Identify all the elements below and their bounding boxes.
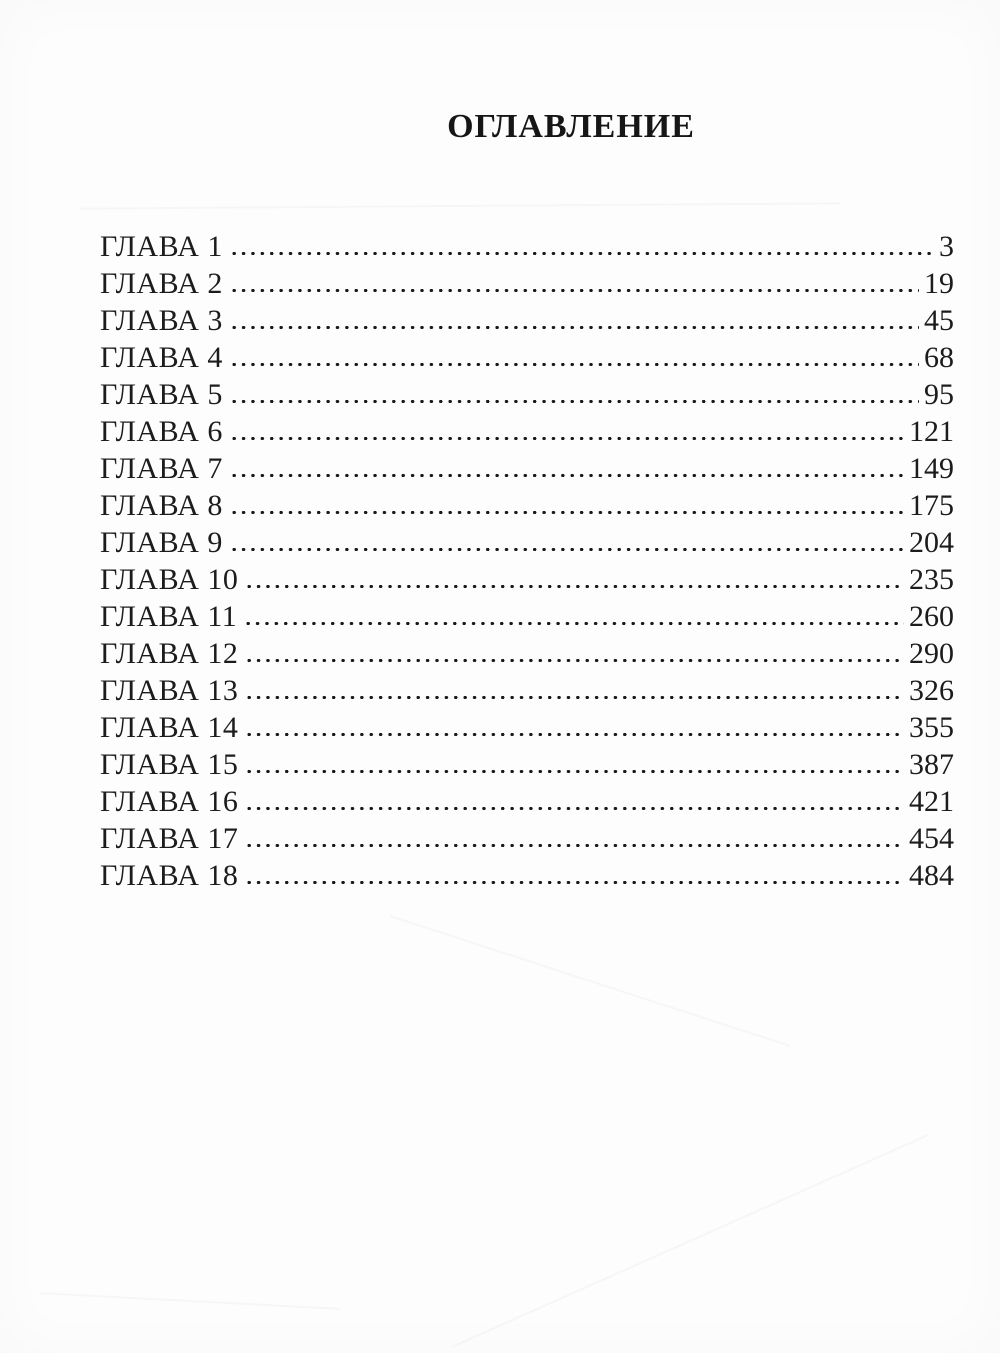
toc-entry-label: ГЛАВА 3 bbox=[100, 304, 223, 337]
toc-entry bbox=[100, 561, 954, 598]
scan-crease bbox=[40, 1292, 340, 1310]
toc-leader-dots bbox=[247, 769, 904, 774]
toc-entry-page: 387 bbox=[909, 748, 954, 781]
toc-entry-label: ГЛАВА 8 bbox=[100, 489, 223, 522]
toc-entry bbox=[100, 672, 954, 709]
toc-entry-label: ГЛАВА 12 bbox=[100, 637, 239, 670]
toc-entry bbox=[100, 820, 954, 857]
toc-entry-page: 326 bbox=[909, 674, 954, 707]
toc-entry-page: 484 bbox=[909, 859, 954, 892]
toc-entry-page: 235 bbox=[909, 563, 954, 596]
toc-entry-page: 290 bbox=[909, 637, 954, 670]
toc-leader-dots bbox=[232, 547, 904, 552]
toc-leader-dots bbox=[232, 325, 919, 330]
toc-leader-dots bbox=[247, 584, 904, 589]
toc-entry-label: ГЛАВА 9 bbox=[100, 526, 223, 559]
toc-entry bbox=[100, 709, 954, 746]
toc-entry-page: 68 bbox=[924, 341, 954, 374]
toc-entry bbox=[100, 339, 954, 376]
toc-entry-label: ГЛАВА 5 bbox=[100, 378, 223, 411]
toc-leader-dots bbox=[232, 473, 904, 478]
toc-entry-label: ГЛАВА 14 bbox=[100, 711, 239, 744]
toc-list bbox=[100, 228, 954, 894]
toc-entry-page: 121 bbox=[909, 415, 954, 448]
toc-entry bbox=[100, 524, 954, 561]
toc-entry-page: 149 bbox=[909, 452, 954, 485]
toc-entry-label: ГЛАВА 2 bbox=[100, 267, 223, 300]
scan-crease bbox=[390, 915, 790, 1047]
toc-entry-label: ГЛАВА 4 bbox=[100, 341, 223, 374]
toc-entry bbox=[100, 487, 954, 524]
toc-entry-page: 204 bbox=[909, 526, 954, 559]
toc-entry bbox=[100, 265, 954, 302]
toc-entry-label: ГЛАВА 10 bbox=[100, 563, 239, 596]
toc-entry-page: 19 bbox=[924, 267, 954, 300]
page-title: ОГЛАВЛЕНИЕ bbox=[447, 108, 695, 145]
toc-entry bbox=[100, 228, 954, 265]
toc-entry bbox=[100, 783, 954, 820]
toc-entry bbox=[100, 635, 954, 672]
toc-entry bbox=[100, 413, 954, 450]
toc-entry-page: 454 bbox=[909, 822, 954, 855]
toc-entry bbox=[100, 746, 954, 783]
toc-entry-label: ГЛАВА 7 bbox=[100, 452, 223, 485]
toc-entry bbox=[100, 598, 954, 635]
toc-entry-label: ГЛАВА 6 bbox=[100, 415, 223, 448]
toc-entry bbox=[100, 302, 954, 339]
toc-entry-page: 95 bbox=[924, 378, 954, 411]
toc-entry-page: 45 bbox=[924, 304, 954, 337]
toc-entry bbox=[100, 376, 954, 413]
toc-leader-dots bbox=[247, 843, 904, 848]
toc-leader-dots bbox=[232, 399, 919, 404]
toc-leader-dots bbox=[232, 510, 904, 515]
toc-leader-dots bbox=[232, 288, 919, 293]
toc-entry-label: ГЛАВА 16 bbox=[100, 785, 239, 818]
toc-entry bbox=[100, 857, 954, 894]
toc-leader-dots bbox=[232, 362, 919, 367]
toc-leader-dots bbox=[247, 695, 904, 700]
toc-entry-label: ГЛАВА 13 bbox=[100, 674, 239, 707]
toc-entry-label: ГЛАВА 17 bbox=[100, 822, 239, 855]
toc-entry-page: 355 bbox=[909, 711, 954, 744]
toc-entry-page: 421 bbox=[909, 785, 954, 818]
toc-leader-dots bbox=[246, 621, 904, 626]
toc-leader-dots bbox=[232, 436, 904, 441]
toc-leader-dots bbox=[247, 732, 904, 737]
toc-entry-page: 260 bbox=[909, 600, 954, 633]
toc-leader-dots bbox=[247, 880, 904, 885]
toc-leader-dots bbox=[247, 658, 904, 663]
toc-entry-label: ГЛАВА 1 bbox=[100, 230, 223, 263]
toc-entry-label: ГЛАВА 11 bbox=[100, 600, 238, 633]
toc-entry-page: 175 bbox=[909, 489, 954, 522]
toc-entry bbox=[100, 450, 954, 487]
toc-entry-label: ГЛАВА 18 bbox=[100, 859, 239, 892]
toc-leader-dots bbox=[247, 806, 904, 811]
toc-leader-dots bbox=[232, 251, 934, 256]
toc-entry-label: ГЛАВА 15 bbox=[100, 748, 239, 781]
scan-crease bbox=[452, 1134, 928, 1347]
toc-entry-page: 3 bbox=[939, 230, 954, 263]
